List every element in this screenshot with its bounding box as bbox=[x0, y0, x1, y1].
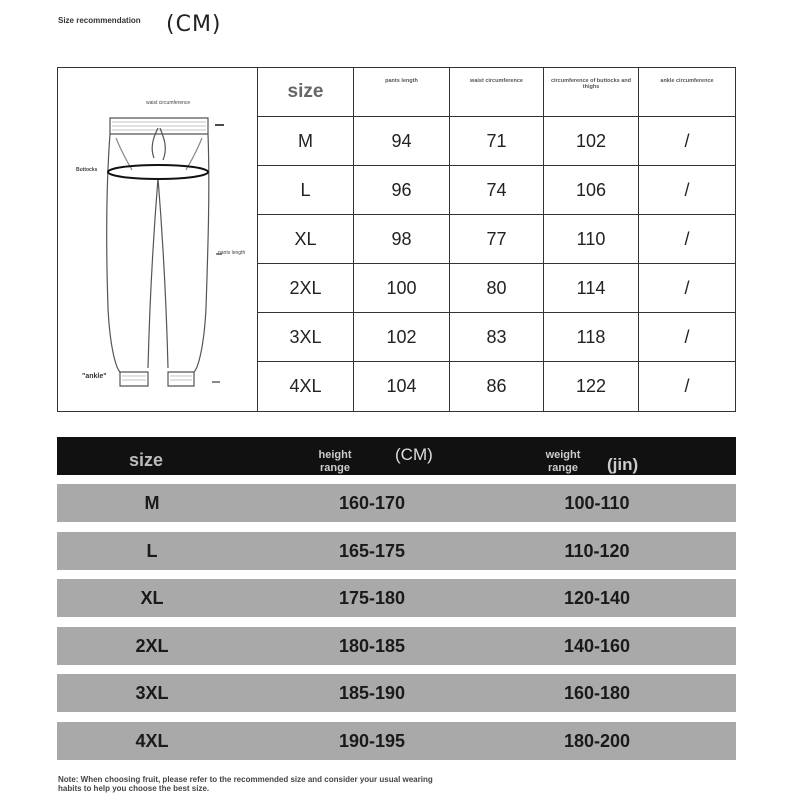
buttocks-measure-line bbox=[108, 165, 208, 179]
size-cell: L bbox=[258, 166, 354, 214]
table-row bbox=[258, 166, 735, 215]
ankle-cell: / bbox=[684, 179, 690, 200]
size-cell: 2XL bbox=[258, 264, 354, 312]
recommend-size: L bbox=[146, 540, 158, 561]
recommend-weight: 140-160 bbox=[563, 635, 631, 656]
recommend-height: 160-170 bbox=[338, 492, 406, 513]
table-row bbox=[258, 264, 735, 313]
page-title: Size recommendation bbox=[58, 16, 141, 25]
recommend-row bbox=[57, 484, 736, 522]
recommend-header-height: height range bbox=[318, 449, 352, 474]
table-header-row bbox=[258, 68, 735, 117]
recommend-size: 4XL bbox=[135, 730, 169, 751]
column-header-waist: waist circumference bbox=[450, 68, 544, 116]
recommend-height: 185-190 bbox=[338, 682, 406, 703]
waist-label: waist circumference bbox=[146, 100, 191, 106]
buttocks-label: Buttocks bbox=[76, 167, 98, 173]
pants-length-cell: 98 bbox=[354, 215, 450, 263]
recommend-weight: 120-140 bbox=[563, 587, 631, 608]
ankle-label: "ankle" bbox=[82, 373, 107, 380]
ankle-cell: / bbox=[684, 326, 690, 347]
recommend-row bbox=[57, 627, 736, 665]
column-header-buttocks-thighs: circumference of buttocks and thighs bbox=[544, 68, 639, 116]
waist-cell: 80 bbox=[450, 264, 544, 312]
waist-cell: 83 bbox=[450, 313, 544, 361]
recommend-row bbox=[57, 579, 736, 617]
ankle-cell: / bbox=[684, 228, 690, 249]
recommend-weight: 100-110 bbox=[564, 492, 630, 513]
size-cell: M bbox=[258, 117, 354, 165]
size-cell: 3XL bbox=[258, 313, 354, 361]
waist-cell: 74 bbox=[450, 166, 544, 214]
recommend-height: 190-195 bbox=[338, 730, 406, 751]
ankle-cell: / bbox=[684, 130, 690, 151]
table-row bbox=[258, 117, 735, 166]
column-header-size: size bbox=[258, 68, 354, 116]
ankle-cell: / bbox=[684, 376, 690, 396]
buttocks-cell: 102 bbox=[544, 117, 639, 165]
size-cell: XL bbox=[258, 215, 354, 263]
buttocks-cell: 114 bbox=[544, 264, 639, 312]
waist-cell: 77 bbox=[450, 215, 544, 263]
pants-length-cell: 104 bbox=[354, 362, 450, 411]
pants-length-label: pants length bbox=[218, 250, 246, 256]
recommend-header-weight: weight range bbox=[545, 449, 581, 474]
size-note: Note: When choosing fruit, please refer to the recommended size and consider your usual wearing habits to help you choose the best size. bbox=[58, 775, 433, 793]
recommend-size: M bbox=[144, 492, 160, 513]
table-row bbox=[258, 313, 735, 362]
unit-label: (CM) bbox=[166, 12, 222, 37]
recommend-weight: 160-180 bbox=[563, 682, 631, 703]
ankle-cell: / bbox=[684, 277, 690, 298]
pants-illustration bbox=[58, 68, 258, 411]
buttocks-cell: 122 bbox=[544, 362, 639, 411]
table-row bbox=[258, 215, 735, 264]
recommend-size: 3XL bbox=[135, 682, 169, 703]
recommend-height: 180-185 bbox=[338, 635, 406, 656]
recommend-size: 2XL bbox=[135, 635, 169, 656]
measurement-table bbox=[57, 67, 736, 412]
pants-length-cell: 94 bbox=[354, 117, 450, 165]
recommend-header-size: size bbox=[129, 450, 164, 470]
pants-length-cell: 96 bbox=[354, 166, 450, 214]
pants-length-cell: 102 bbox=[354, 313, 450, 361]
column-header-pants-length: pants length bbox=[354, 68, 450, 116]
buttocks-cell: 110 bbox=[544, 215, 639, 263]
size-cell: 4XL bbox=[258, 362, 354, 411]
recommend-header-height-unit: (CM) bbox=[395, 445, 433, 464]
recommend-weight: 180-200 bbox=[563, 730, 631, 751]
pants-length-cell: 100 bbox=[354, 264, 450, 312]
pants-diagram bbox=[58, 68, 258, 411]
recommend-table-header bbox=[57, 437, 736, 475]
buttocks-cell: 118 bbox=[544, 313, 639, 361]
recommend-size: XL bbox=[140, 587, 164, 608]
waist-cell: 86 bbox=[450, 362, 544, 411]
recommend-height: 165-175 bbox=[338, 540, 406, 561]
recommend-height: 175-180 bbox=[338, 587, 406, 608]
waist-cell: 71 bbox=[450, 117, 544, 165]
recommend-row bbox=[57, 722, 736, 760]
buttocks-cell: 106 bbox=[544, 166, 639, 214]
measurement-grid bbox=[258, 68, 735, 411]
recommend-header-weight-unit: (jin) bbox=[607, 455, 639, 474]
column-header-ankle: ankle circumference bbox=[660, 78, 714, 84]
table-row bbox=[258, 362, 735, 411]
recommend-row bbox=[57, 532, 736, 570]
recommend-weight: 110-120 bbox=[564, 540, 630, 561]
recommend-row bbox=[57, 674, 736, 712]
